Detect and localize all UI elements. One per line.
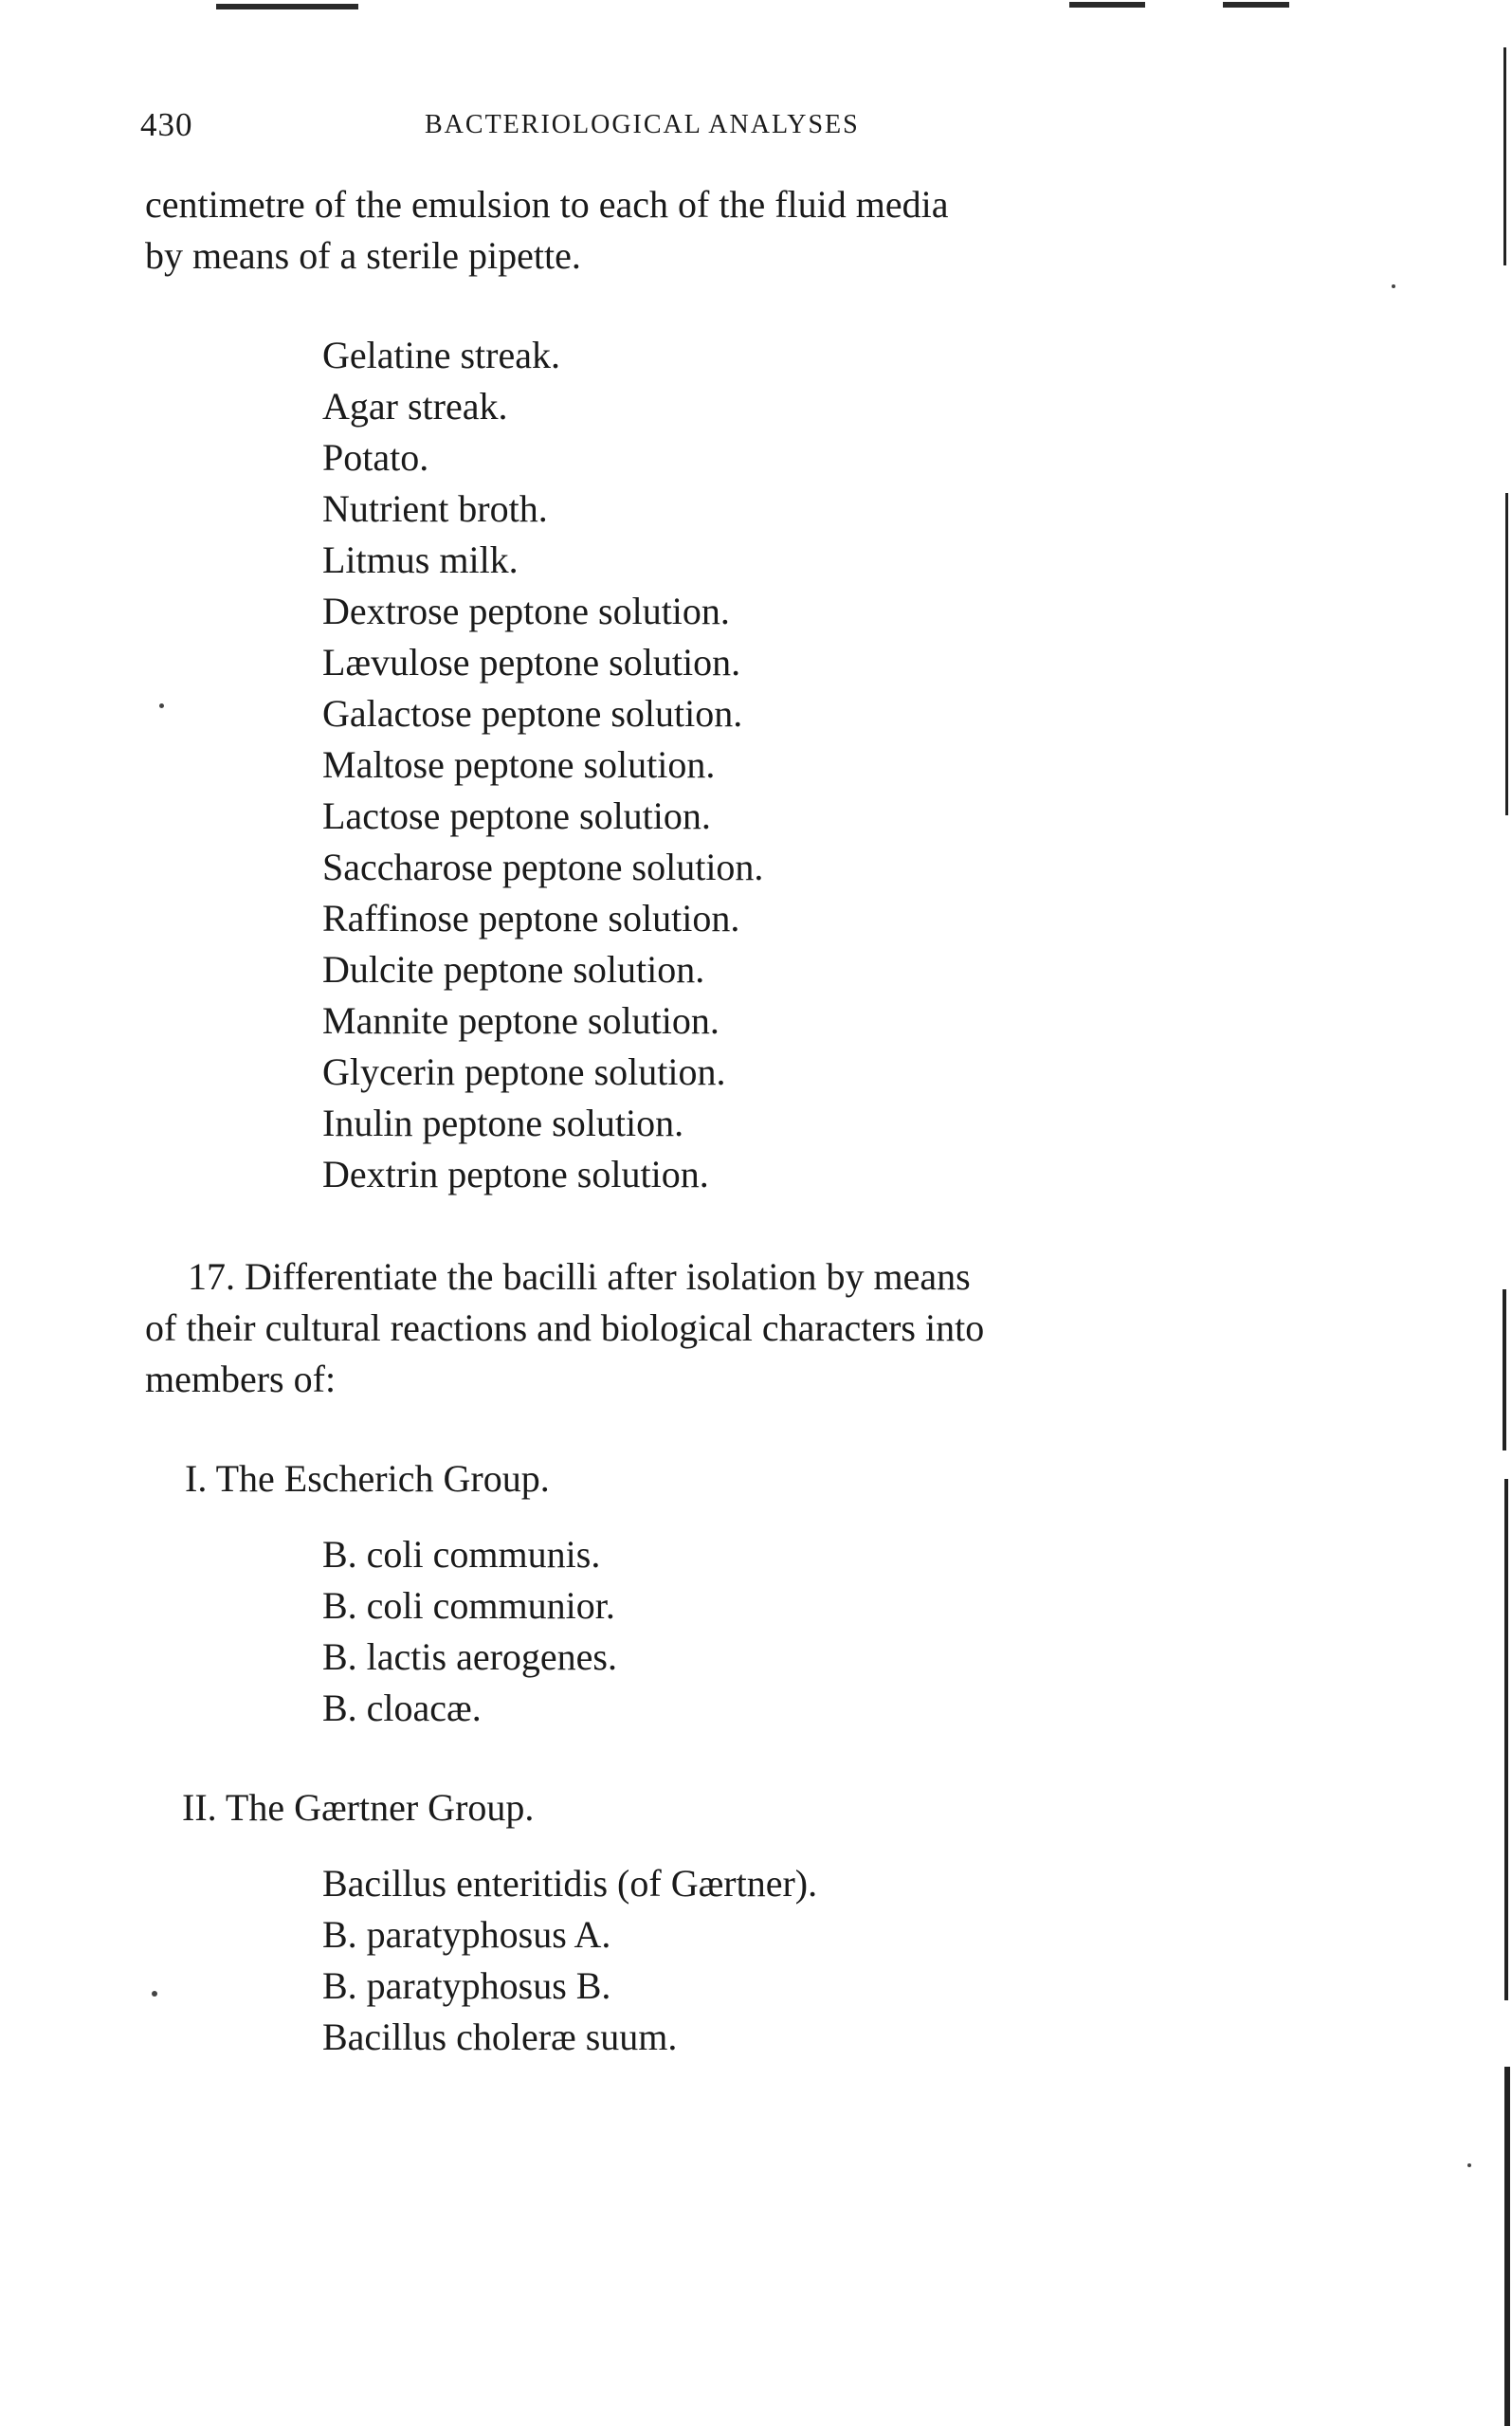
list-item: Dextrin peptone solution. [322, 1153, 709, 1195]
speck [1392, 284, 1395, 288]
intro-line: by means of a sterile pipette. [145, 234, 581, 277]
list-item: Gelatine streak. [322, 334, 560, 376]
step-17-line: members of: [145, 1358, 337, 1400]
list-item: Lævulose peptone solution. [322, 641, 741, 684]
step-17-line: 17. Differentiate the bacilli after isolation by means [188, 1255, 971, 1298]
list-item: Litmus milk. [322, 538, 519, 581]
scan-artifact-top-left [216, 4, 358, 9]
group-member: B. coli communis. [322, 1533, 601, 1576]
list-item: Potato. [322, 436, 429, 479]
speck [152, 1991, 157, 1997]
scan-artifact-top-right [1223, 2, 1289, 8]
list-item: Nutrient broth. [322, 487, 548, 530]
group-heading: II. The Gærtner Group. [182, 1786, 535, 1829]
list-item: Glycerin peptone solution. [322, 1050, 726, 1093]
scan-edge-1 [1503, 47, 1506, 265]
list-item: Raffinose peptone solution. [322, 897, 740, 939]
group-member: Bacillus choleræ suum. [322, 2016, 678, 2058]
scan-edge-4 [1504, 1479, 1508, 2000]
list-item: Lactose peptone solution. [322, 794, 711, 837]
running-head: BACTERIOLOGICAL ANALYSES [425, 110, 860, 139]
intro-line: centimetre of the emulsion to each of the fluid media [145, 183, 949, 226]
scan-edge-2 [1505, 493, 1508, 815]
scan-edge-3 [1503, 1289, 1506, 1450]
group-heading: I. The Escherich Group. [185, 1457, 550, 1500]
list-item: Inulin peptone solution. [322, 1102, 684, 1144]
scan-edge-5 [1504, 2067, 1510, 2426]
scan-artifact-top-mid [1069, 2, 1145, 8]
group-member: B. paratyphosus B. [322, 1964, 611, 2007]
list-item: Galactose peptone solution. [322, 692, 743, 735]
step-17-line: of their cultural reactions and biological characters into [145, 1306, 985, 1349]
speck [159, 703, 164, 708]
list-item: Dextrose peptone solution. [322, 590, 730, 632]
list-item: Mannite peptone solution. [322, 999, 720, 1042]
list-item: Agar streak. [322, 385, 508, 428]
page-number: 430 [140, 106, 193, 143]
group-member: B. lactis aerogenes. [322, 1635, 617, 1678]
group-member: B. coli communior. [322, 1584, 615, 1627]
group-member: Bacillus enteritidis (of Gærtner). [322, 1862, 818, 1905]
list-item: Saccharose peptone solution. [322, 846, 764, 888]
list-item: Maltose peptone solution. [322, 743, 716, 786]
speck [1467, 2163, 1471, 2167]
group-member: B. paratyphosus A. [322, 1913, 611, 1956]
page-header [140, 106, 1202, 148]
group-member: B. cloacæ. [322, 1687, 482, 1729]
list-item: Dulcite peptone solution. [322, 948, 705, 991]
